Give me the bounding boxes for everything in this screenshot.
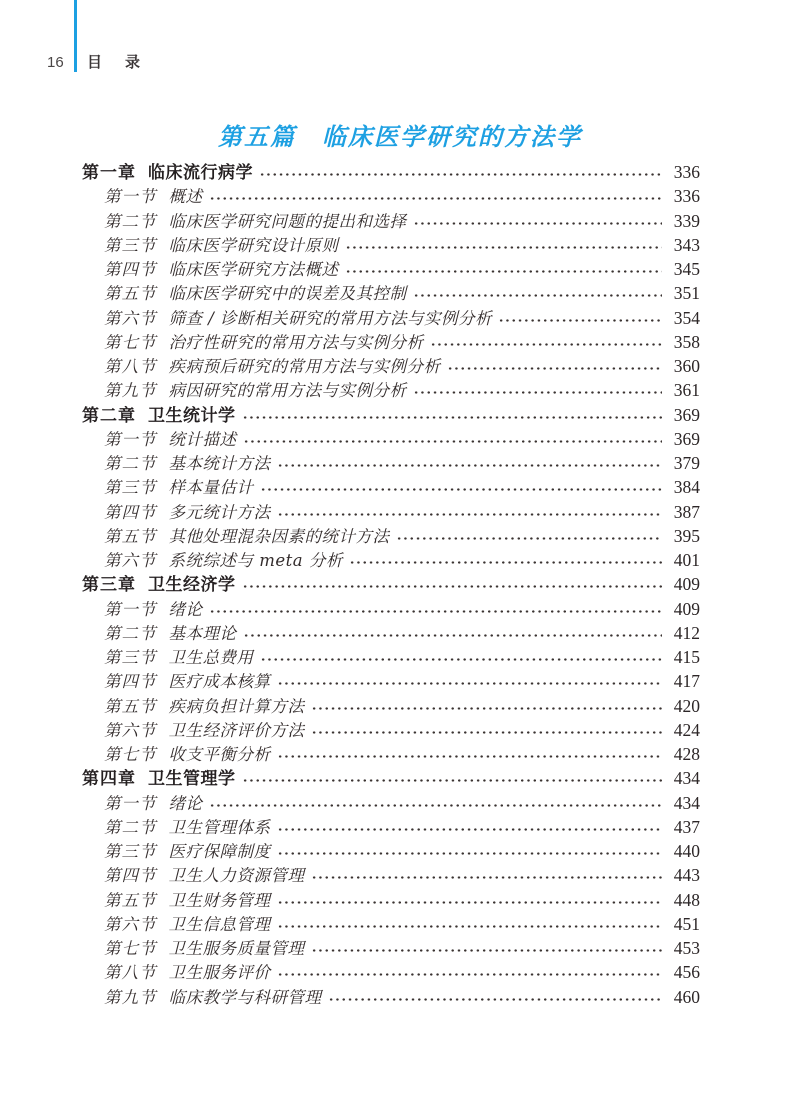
dot-leader xyxy=(396,524,663,548)
dot-leader xyxy=(209,184,663,208)
entry-title: 临床流行病学 xyxy=(148,163,253,182)
entry-label: 第一节 xyxy=(104,429,157,449)
entry-label: 第二章 xyxy=(82,405,136,425)
entry-page-number: 354 xyxy=(673,307,700,328)
entry-label: 第六节 xyxy=(104,914,157,934)
entry-title: 卫生统计学 xyxy=(148,405,236,425)
entry-page-number: 360 xyxy=(673,356,700,376)
entry-page-number: 369 xyxy=(673,428,700,449)
entry-title: 临床医学研究中的误差及其控制 xyxy=(168,284,407,304)
entry-label: 第三节 xyxy=(104,648,157,667)
entry-label: 第四节 xyxy=(104,866,157,886)
toc-entry-section xyxy=(82,257,700,281)
toc-entry-chapter xyxy=(82,403,700,427)
entry-page-number: 336 xyxy=(673,186,700,207)
entry-page-number: 351 xyxy=(673,283,700,304)
entry-title: 筛查 / 诊断相关研究的常用方法与实例分析 xyxy=(168,308,493,328)
dot-leader xyxy=(349,548,662,572)
dot-leader xyxy=(277,500,663,524)
entry-label: 第二节 xyxy=(104,623,157,643)
dot-leader xyxy=(209,597,663,621)
entry-label: 第八节 xyxy=(104,357,157,376)
entry-page-number: 417 xyxy=(673,671,700,692)
entry-page-number: 451 xyxy=(673,913,700,934)
toc-entry-section xyxy=(82,354,700,378)
entry-title: 临床医学研究设计原则 xyxy=(168,235,339,255)
entry-label: 第四节 xyxy=(104,672,157,692)
entry-label: 第一节 xyxy=(104,793,157,813)
dot-leader xyxy=(345,257,663,281)
entry-page-number: 395 xyxy=(673,525,700,546)
toc-entry-chapter xyxy=(82,766,700,790)
entry-title: 卫生经济学 xyxy=(148,575,236,595)
dot-leader xyxy=(311,863,663,887)
toc-entry-section xyxy=(82,621,700,645)
toc-entry-section xyxy=(82,184,700,208)
entry-title: 临床医学研究问题的提出和选择 xyxy=(168,211,407,231)
entry-page-number: 437 xyxy=(673,816,700,837)
entry-title: 卫生总费用 xyxy=(168,648,254,667)
entry-page-number: 361 xyxy=(673,380,700,401)
entry-page-number: 424 xyxy=(673,719,700,740)
toc-entry-section xyxy=(82,233,700,257)
entry-page-number: 339 xyxy=(673,210,700,231)
entry-label: 第三节 xyxy=(104,842,157,861)
entry-page-number: 440 xyxy=(673,841,700,861)
entry-page-number: 369 xyxy=(673,404,700,425)
toc-entry-section xyxy=(82,985,700,1009)
entry-title: 概述 xyxy=(168,187,203,207)
entry-label: 第一节 xyxy=(104,599,157,619)
entry-label: 第九节 xyxy=(104,381,157,401)
toc-entry-section xyxy=(82,791,700,815)
entry-page-number: 409 xyxy=(673,574,700,595)
entry-page-number: 443 xyxy=(673,865,700,886)
entry-title: 卫生管理学 xyxy=(148,769,236,789)
toc-entry-section xyxy=(82,330,700,354)
dot-leader xyxy=(277,742,663,766)
entry-title: 样本量估计 xyxy=(168,478,254,498)
entry-title: 其他处理混杂因素的统计方法 xyxy=(168,526,390,546)
toc-entry-section xyxy=(82,645,700,669)
dot-leader xyxy=(209,791,663,815)
entry-label: 第五节 xyxy=(104,526,157,546)
dot-leader xyxy=(242,572,663,596)
dot-leader xyxy=(260,475,663,499)
entry-page-number: 448 xyxy=(673,889,700,910)
toc-entry-section xyxy=(82,718,700,742)
toc-entry-section xyxy=(82,960,700,984)
entry-title: 疾病预后研究的常用方法与实例分析 xyxy=(168,357,441,376)
entry-title: 卫生财务管理 xyxy=(168,890,271,910)
entry-title: 基本统计方法 xyxy=(168,454,271,473)
dot-leader xyxy=(328,985,663,1009)
dot-leader xyxy=(259,160,662,184)
entry-title: 卫生信息管理 xyxy=(168,914,271,934)
toc-entry-chapter xyxy=(82,572,700,596)
entry-title: 医疗成本核算 xyxy=(168,672,271,692)
entry-title: 临床教学与科研管理 xyxy=(168,987,322,1007)
entry-label: 第五节 xyxy=(104,696,157,716)
entry-page-number: 358 xyxy=(673,331,700,352)
dot-leader xyxy=(277,960,663,984)
toc-entry-section xyxy=(82,427,700,451)
entry-page-number: 336 xyxy=(673,162,700,182)
toc-entry-section xyxy=(82,209,700,233)
entry-label: 第一节 xyxy=(104,187,157,207)
dot-leader xyxy=(413,378,663,402)
toc-entry-section xyxy=(82,475,700,499)
entry-label: 第一章 xyxy=(82,163,136,182)
toc-entry-section xyxy=(82,742,700,766)
toc-entry-section xyxy=(82,378,700,402)
entry-page-number: 453 xyxy=(673,938,700,958)
entry-page-number: 401 xyxy=(673,550,700,570)
toc-entry-section xyxy=(82,451,700,475)
dot-leader xyxy=(277,839,663,863)
dot-leader xyxy=(413,281,663,305)
entry-page-number: 428 xyxy=(673,744,700,764)
entry-title: 卫生服务质量管理 xyxy=(168,939,305,958)
dot-leader xyxy=(277,912,663,936)
entry-label: 第三节 xyxy=(104,478,157,498)
entry-title: 卫生服务评价 xyxy=(168,963,271,983)
toc-entry-section xyxy=(82,548,700,572)
entry-label: 第五节 xyxy=(104,284,157,304)
entry-title: 收支平衡分析 xyxy=(168,745,271,764)
entry-page-number: 345 xyxy=(673,259,700,279)
dot-leader xyxy=(277,888,663,912)
toc-entry-section xyxy=(82,839,700,863)
entry-label: 第二节 xyxy=(104,454,157,473)
toc-entry-section xyxy=(82,306,700,330)
dot-leader xyxy=(311,694,663,718)
toc-entry-section xyxy=(82,863,700,887)
dot-leader xyxy=(242,766,663,790)
entry-title: 多元统计方法 xyxy=(168,502,271,522)
toc-entry-chapter xyxy=(82,160,700,184)
dot-leader xyxy=(277,451,663,475)
toc-entry-section xyxy=(82,281,700,305)
entry-title: 系统综述与 meta 分析 xyxy=(168,551,343,570)
toc-entry-section xyxy=(82,500,700,524)
entry-title: 卫生经济评价方法 xyxy=(168,720,305,740)
dot-leader xyxy=(311,936,663,960)
entry-label: 第四节 xyxy=(104,260,157,279)
dot-leader xyxy=(498,306,662,330)
running-head-title: 目 录 xyxy=(87,54,145,71)
entry-label: 第七节 xyxy=(104,745,157,764)
entry-title: 基本理论 xyxy=(168,623,237,643)
entry-title: 病因研究的常用方法与实例分析 xyxy=(168,381,407,401)
entry-title: 卫生管理体系 xyxy=(168,817,271,837)
toc-entry-section xyxy=(82,815,700,839)
entry-title: 卫生人力资源管理 xyxy=(168,866,305,886)
entry-title: 医疗保障制度 xyxy=(168,842,271,861)
dot-leader xyxy=(447,354,663,378)
entry-title: 临床医学研究方法概述 xyxy=(168,260,339,279)
dot-leader xyxy=(277,669,663,693)
entry-page-number: 420 xyxy=(673,695,700,716)
entry-label: 第八节 xyxy=(104,963,157,983)
entry-label: 第二节 xyxy=(104,817,157,837)
entry-label: 第五节 xyxy=(104,890,157,910)
entry-label: 第九节 xyxy=(104,987,157,1007)
toc-entry-section xyxy=(82,669,700,693)
entry-label: 第七节 xyxy=(104,939,157,958)
entry-title: 绪论 xyxy=(168,793,203,813)
dot-leader xyxy=(243,427,663,451)
entry-page-number: 460 xyxy=(673,986,700,1007)
entry-page-number: 343 xyxy=(673,234,700,255)
part-title-name: 临床医学研究的方法学 xyxy=(322,122,582,151)
running-head xyxy=(0,54,800,74)
entry-page-number: 412 xyxy=(673,622,700,643)
dot-leader xyxy=(242,403,663,427)
entry-page-number: 434 xyxy=(673,768,700,789)
dot-leader xyxy=(345,233,663,257)
dot-leader xyxy=(311,718,663,742)
page-number: 16 xyxy=(47,54,64,71)
entry-label: 第三节 xyxy=(104,235,157,255)
entry-page-number: 379 xyxy=(673,453,700,473)
entry-page-number: 415 xyxy=(673,647,700,667)
entry-title: 治疗性研究的常用方法与实例分析 xyxy=(168,332,424,352)
entry-label: 第六节 xyxy=(104,720,157,740)
entry-page-number: 409 xyxy=(673,598,700,619)
toc-entry-section xyxy=(82,888,700,912)
part-title-label: 第五篇 xyxy=(218,122,296,151)
dot-leader xyxy=(430,330,663,354)
entry-label: 第六节 xyxy=(104,308,157,328)
entry-title: 统计描述 xyxy=(168,429,237,449)
toc-entry-section xyxy=(82,597,700,621)
toc-entry-section xyxy=(82,912,700,936)
toc-entry-section xyxy=(82,936,700,960)
entry-page-number: 456 xyxy=(673,962,700,983)
entry-label: 第七节 xyxy=(104,332,157,352)
dot-leader xyxy=(413,209,663,233)
entry-page-number: 384 xyxy=(673,477,700,498)
dot-leader xyxy=(277,815,663,839)
toc-entry-section xyxy=(82,524,700,548)
entry-label: 第六节 xyxy=(104,551,157,570)
entry-title: 绪论 xyxy=(168,599,203,619)
dot-leader xyxy=(243,621,663,645)
entry-page-number: 434 xyxy=(673,792,700,813)
entry-title: 疾病负担计算方法 xyxy=(168,696,305,716)
dot-leader xyxy=(260,645,663,669)
toc-entry-section xyxy=(82,694,700,718)
toc-list xyxy=(82,160,700,1009)
entry-page-number: 387 xyxy=(673,501,700,522)
entry-label: 第四章 xyxy=(82,769,136,789)
entry-label: 第四节 xyxy=(104,502,157,522)
entry-label: 第三章 xyxy=(82,575,136,595)
entry-label: 第二节 xyxy=(104,211,157,231)
part-title xyxy=(0,121,800,153)
